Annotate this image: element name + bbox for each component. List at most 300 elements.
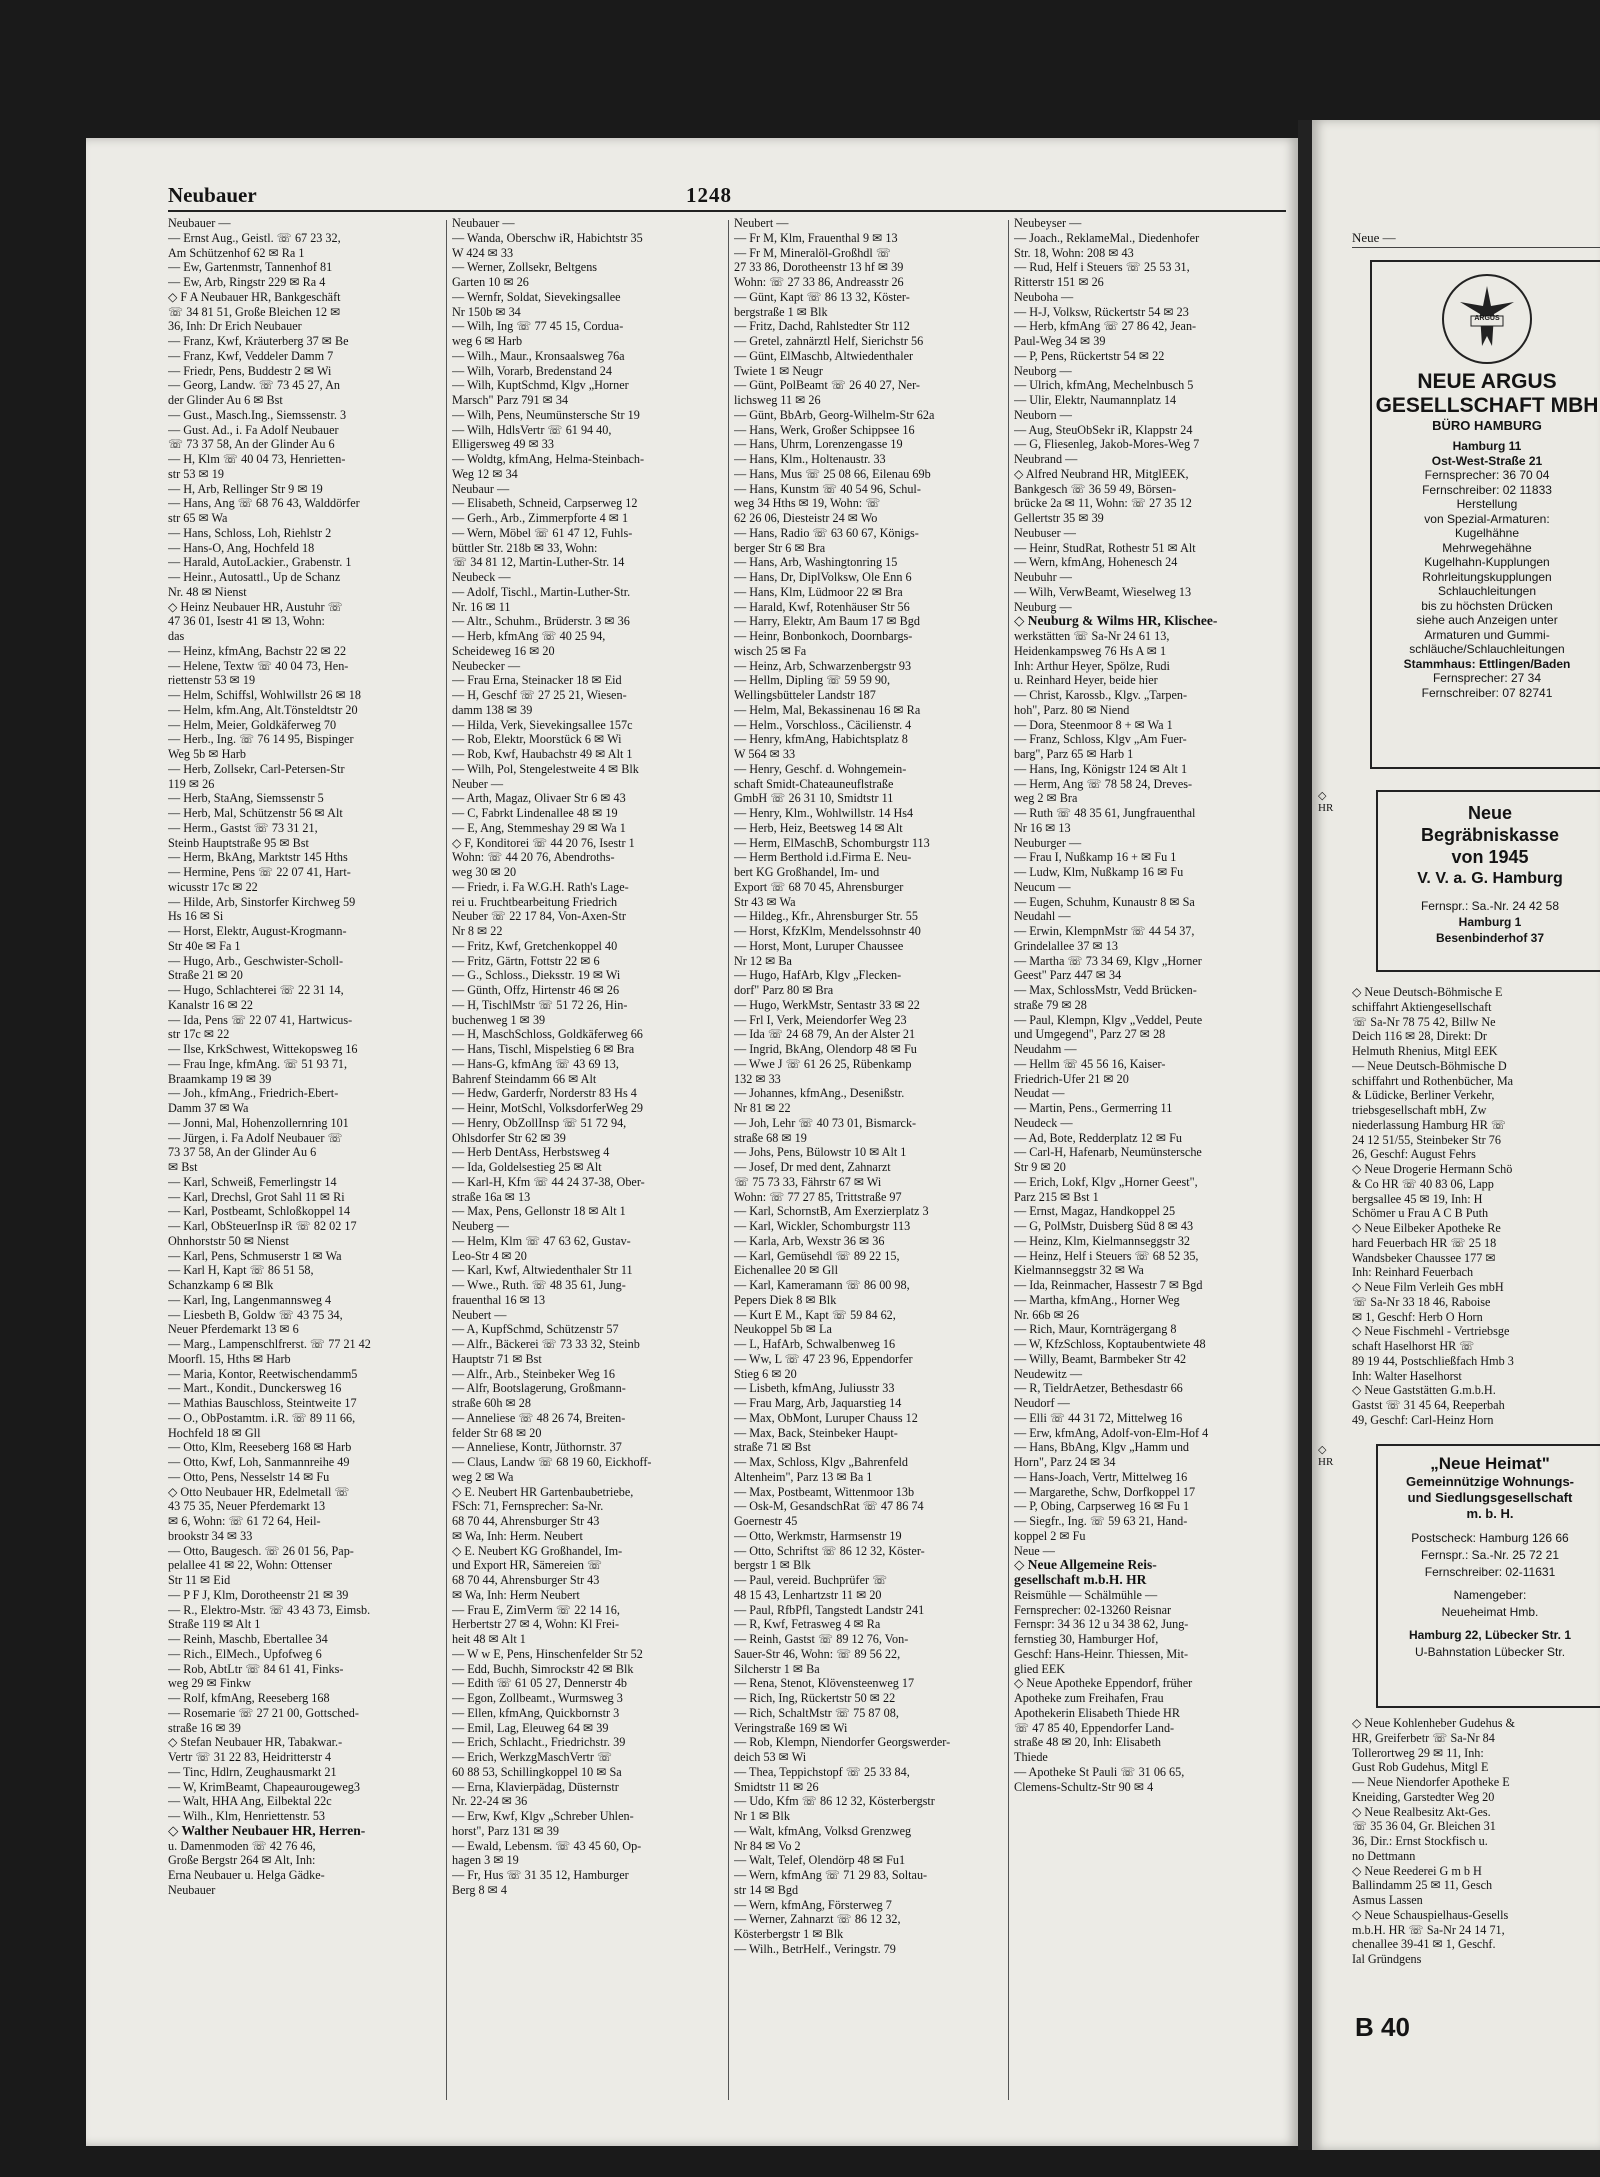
ad-hq-telex: Fernschreiber: 07 82741: [1421, 685, 1553, 700]
directory-entry-line: — Helm, kfm.Ang, Alt.Tönsteldtstr 20: [168, 702, 358, 717]
directory-entry-line: — Herm, ElMaschB, Schomburgstr 113: [734, 835, 930, 850]
directory-entry-line: — Frau Inge, kfmAng. ☏ 51 93 71,: [168, 1056, 348, 1071]
directory-entry-line: — Anneliese, Kontr, Jüthornstr. 37: [452, 1440, 622, 1455]
directory-entry-line: — Günth, Offz, Hirtenstr 46 ✉ 26: [452, 983, 620, 997]
directory-entry-line: weg 2 ✉ Wa: [452, 1469, 514, 1484]
directory-entry-line: — Fritz, Kwf, Gretchenkoppel 40: [452, 938, 618, 953]
directory-entry-line: Neuburg —: [1014, 599, 1072, 614]
directory-entry-line: — Wern, Möbel ☏ 61 47 12, Fuhls-: [452, 525, 633, 540]
ad-title: Neue: [1467, 803, 1512, 823]
ad-description-line: Herstellung: [1456, 497, 1518, 511]
directory-entry-line: — Edd, Buchh, Simrockstr 42 ✉ Blk: [452, 1661, 634, 1676]
directory-entry-line: Stieg 6 ✉ 20: [734, 1366, 797, 1381]
directory-entry-line: — Ludw, Klm, Nußkamp 16 ✉ Fu: [1014, 865, 1184, 879]
directory-entry-line: Geschf: Hans-Heinr. Thiessen, Mit-: [1014, 1646, 1189, 1661]
directory-entry-line: — Erw, Kwf, Klgv „Schreber Uhlen-: [452, 1809, 634, 1823]
directory-entry-line: ◇ Heinz Neubauer HR, Austuhr ☏: [168, 599, 343, 614]
directory-entry-line: — W, KrimBeamt, Chapeaurougeweg3: [168, 1779, 360, 1794]
ad-address: Hamburg 22, Lübecker Str. 1: [1408, 1628, 1572, 1642]
ad-title-4: V. V. a. G. Hamburg: [1417, 870, 1563, 887]
directory-entry-line: Tollerortweg 29 ✉ 11, Inh:: [1352, 1745, 1484, 1760]
directory-entry-line: — Ernst, Magaz, Handkoppel 25: [1014, 1204, 1176, 1219]
directory-entry-line: — Wwe., Ruth. ☏ 48 35 61, Jung-: [452, 1278, 626, 1292]
directory-entry-line: Elligersweg 49 ✉ 33: [452, 437, 554, 452]
directory-entry-line: wicusstr 17c ✉ 22: [168, 879, 258, 894]
directory-entry-line: — Rich, SchaltMstr ☏ 75 87 08,: [734, 1705, 899, 1720]
directory-entry-line: — Karl, ObSteuerInsp iR ☏ 82 02 17: [168, 1219, 357, 1233]
directory-entry-line: Gust Rob Gudehus, Mitgl E: [1352, 1760, 1489, 1775]
directory-entry-line: — Ulrich, kfmAng, Mechelnbusch 5: [1014, 378, 1194, 393]
directory-entry-line: Vertr ☏ 31 22 83, Heidritterstr 4: [168, 1750, 332, 1764]
directory-entry-line: Export ☏ 68 70 45, Ahrensburger: [734, 879, 904, 894]
directory-entry-line: — Karla, Arb, Wexstr 36 ✉ 36: [734, 1233, 885, 1248]
directory-entry-line: — Alfr., Bäckerei ☏ 73 33 32, Steinb: [452, 1337, 640, 1351]
directory-entry-line: — Wilh, Ing ☏ 77 45 15, Cordua-: [452, 319, 624, 334]
directory-entry-line: — Wilh., Maur., Kronsaalsweg 76a: [452, 348, 625, 363]
column-4: [1014, 216, 1284, 2116]
directory-entry-line: — Wern, kfmAng, Försterweg 7: [734, 1897, 892, 1912]
directory-entry-line: — Claus, Landw ☏ 68 19 60, Eickhoff-: [452, 1455, 652, 1469]
directory-entry-line: — Max, Postbeamt, Wittenmoor 13b: [734, 1484, 915, 1499]
directory-entry-line: — Helm, Meier, Goldkäferweg 70: [168, 717, 337, 732]
directory-entry-line: — Werner, Zollsekr, Beltgens: [452, 260, 598, 275]
right-page-header: Neue —: [1352, 230, 1396, 245]
directory-entry-line: Altenheim", Parz 13 ✉ Ba 1: [734, 1469, 873, 1484]
directory-entry-line: — Helm., Vorschloss., Cäcilienstr. 4: [734, 717, 912, 732]
directory-entry-line: — Rosemarie ☏ 27 21 00, Gottsched-: [168, 1705, 359, 1720]
directory-entry-line: — Günt, PolBeamt ☏ 26 40 27, Ner-: [734, 378, 920, 393]
directory-entry-line: barg", Parz 65 ✉ Harb 1: [1014, 747, 1134, 761]
directory-entry-line: — Karl H, Kapt ☏ 86 51 58,: [168, 1263, 314, 1278]
directory-entry-line: — Thea, Teppichstopf ☏ 25 33 84,: [734, 1764, 910, 1779]
directory-entry-line: Veringstraße 169 ✉ Wi: [734, 1720, 848, 1735]
hr-marker: ◇ HR: [1318, 1444, 1334, 1468]
directory-entry-line: W 564 ✉ 33: [734, 747, 796, 761]
directory-entry-line: — Henry, Klm., Wohlwillstr. 14 Hs4: [734, 806, 914, 820]
ad-description-line: von Spezial-Armaturen:: [1424, 511, 1550, 526]
directory-entry-line: — Alfr., Arb., Steinbeker Weg 16: [452, 1366, 615, 1381]
directory-entry-line: — H, Arb, Rellinger Str 9 ✉ 19: [168, 481, 323, 496]
directory-entry-line: — Rich, Ing, Rückertstr 50 ✉ 22: [734, 1691, 896, 1705]
directory-entry-line: bert KG Großhandel, Im- und: [734, 865, 880, 879]
directory-entry-line: 49, Geschf: Carl-Heinz Horn: [1352, 1412, 1494, 1427]
directory-entry-line: das: [168, 629, 185, 643]
directory-entry-line: — Max, Back, Steinbeker Haupt-: [734, 1425, 898, 1440]
directory-entry-line: m.b.H. HR ☏ Sa-Nr 24 14 71,: [1352, 1922, 1505, 1937]
directory-entry-line: Wohn: ☏ 77 27 85, Trittstraße 97: [734, 1189, 902, 1204]
directory-entry-line: Neubauer: [168, 1882, 216, 1897]
directory-entry-line: — G, PolMstr, Duisberg Süd 8 ✉ 43: [1014, 1219, 1194, 1233]
directory-entry-line: — Wilh., BetrHelf., Veringstr. 79: [734, 1941, 896, 1956]
directory-entry-line: Berg 8 ✉ 4: [452, 1882, 508, 1897]
directory-entry-line: — Gust. Ad., i. Fa Adolf Neubauer: [168, 422, 339, 437]
directory-entry-line: — Ida, Goldelsestieg 25 ✉ Alt: [452, 1160, 602, 1174]
directory-entry-line: koppel 2 ✉ Fu: [1014, 1528, 1086, 1543]
directory-entry-line: — Rud, Helf i Steuers ☏ 25 53 31,: [1014, 260, 1190, 275]
directory-entry-line: Asmus Lassen: [1352, 1893, 1423, 1907]
directory-entry-line: — Karl, Kwf, Altwiedenthaler Str 11: [452, 1263, 633, 1278]
directory-entry-line: — Günt, Kapt ☏ 86 13 32, Köster-: [734, 289, 910, 304]
directory-entry-line: Nr. 16 ✉ 11: [452, 599, 511, 614]
directory-entry-line: — W, KfzSchloss, Koptaubentwiete 48: [1014, 1337, 1206, 1351]
ad-telex: Fernschreiber: 02 11833: [1422, 482, 1552, 497]
directory-entry-line: — Hellm ☏ 45 56 16, Kaiser-: [1014, 1056, 1166, 1071]
directory-entry-line: Neudeck —: [1014, 1115, 1073, 1130]
directory-entry-line: — Otto, Schriftst ☏ 86 12 32, Köster-: [734, 1543, 925, 1558]
directory-entry-line: — H, TischlMstr ☏ 51 72 26, Hin-: [452, 997, 628, 1012]
directory-entry-line: wisch 25 ✉ Fa: [734, 643, 807, 658]
directory-entry-line: — Karl, SchornstB, Am Exerzierplatz 3: [734, 1204, 929, 1219]
directory-entry-line: ◇ Neue Fischmehl - Vertriebsge: [1352, 1324, 1510, 1339]
directory-entry-line: — Walt, kfmAng, Volksd Grenzweg: [734, 1823, 912, 1838]
directory-entry-line: Smidtstr 11 ✉ 26: [734, 1779, 819, 1794]
directory-entry-line: Silcherstr 1 ✉ Ba: [734, 1661, 820, 1676]
directory-entry-line: und Umgegend", Parz 27 ✉ 28: [1014, 1027, 1166, 1042]
ad-city: Hamburg 1: [1458, 915, 1522, 929]
directory-entry-line: — Jonni, Mal, Hohenzollernring 101: [168, 1115, 349, 1130]
directory-entry-line: — Hans-Joach, Vertr, Mittelweg 16: [1014, 1469, 1188, 1484]
directory-entry-line: ◇ Neue Allgemeine Reis-: [1014, 1558, 1157, 1573]
directory-entry-line: ◇ Stefan Neubauer HR, Tabakwar.-: [168, 1735, 343, 1750]
directory-entry-line: — Hans, Werk, Großer Schippsee 16: [734, 422, 915, 437]
directory-entry-line: — Anneliese ☏ 48 26 74, Breiten-: [452, 1410, 626, 1425]
directory-entry-line: buchenweg 1 ✉ 39: [452, 1012, 546, 1027]
directory-entry-line: — Herb, StaAng, Siemssenstr 5: [168, 791, 324, 806]
directory-entry-line: — Rich., ElMech., Upfofweg 6: [168, 1646, 322, 1661]
directory-entry-line: — Karl, Ing, Langenmannsweg 4: [168, 1292, 332, 1307]
directory-entry-line: — Erw, kfmAng, Adolf-von-Elm-Hof 4: [1014, 1425, 1209, 1440]
directory-entry-line: GmbH ☏ 26 31 10, Smidtstr 11: [734, 791, 894, 806]
directory-entry-line: 132 ✉ 33: [734, 1071, 781, 1086]
directory-entry-line: — Paul, RfbPfl, Tangstedt Landstr 241: [734, 1602, 925, 1617]
directory-entry-line: — P, Obing, Carpserweg 16 ✉ Fu 1: [1014, 1499, 1190, 1514]
directory-entry-line: ☏ 75 73 33, Fährstr 67 ✉ Wi: [734, 1174, 882, 1189]
directory-entry-line: Straße 21 ✉ 20: [168, 968, 243, 983]
directory-entry-line: — Wilh, Pol, Stengelestweite 4 ✉ Blk: [452, 761, 639, 776]
column-3: [734, 216, 1004, 2116]
directory-entry-line: Gellertstr 35 ✉ 39: [1014, 511, 1104, 525]
directory-entry-line: — Josef, Dr med dent, Zahnarzt: [734, 1160, 891, 1174]
directory-entry-line: W 424 ✉ 33: [452, 245, 514, 260]
directory-entry-line: — Ad, Bote, Redderplatz 12 ✉ Fu: [1014, 1130, 1182, 1145]
directory-entry-line: Neuborn —: [1014, 407, 1072, 422]
directory-entry-line: Grindelallee 37 ✉ 13: [1014, 938, 1118, 953]
directory-entry-line: — Alfr, Bootslagerung, Großmann-: [452, 1381, 626, 1396]
directory-entry-line: Neudahm —: [1014, 1042, 1077, 1056]
directory-entry-line: 119 ✉ 26: [168, 776, 215, 791]
directory-entry-line: — Fr M, Mineralöl-Großhdl ☏: [734, 245, 892, 260]
directory-entry-line: ◇ Neue Apotheke Eppendorf, früher: [1014, 1676, 1193, 1691]
directory-entry-line: — Ulir, Elektr, Naumannplatz 14: [1014, 393, 1177, 407]
directory-entry-line: — Ernst Aug., Geistl. ☏ 67 23 32,: [168, 230, 341, 245]
directory-entry-line: Neubauer —: [168, 216, 231, 230]
ad-phone: Fernsprecher: 36 70 04: [1424, 468, 1550, 482]
directory-entry-line: — Otto, Klm, Reeseberg 168 ✉ Harb: [168, 1440, 352, 1455]
directory-entry-line: ◇ Neue Realbesitz Akt-Ges.: [1352, 1804, 1491, 1819]
directory-entry-line: Inh: Walter Haselhorst: [1352, 1368, 1462, 1383]
ad-namegeber: Namengeber:: [1453, 1588, 1527, 1602]
directory-entry-line: straße 60h ✉ 28: [452, 1396, 531, 1410]
directory-entry-line: — Arth, Magaz, Olivaer Str 6 ✉ 43: [452, 791, 626, 806]
directory-entry-line: Schanzkamp 6 ✉ Blk: [168, 1278, 274, 1292]
directory-entry-line: Schömer u Frau A C B Puth: [1352, 1206, 1489, 1221]
ad-description-line: Kugelhahn-Kupplungen: [1424, 555, 1550, 569]
directory-entry-line: — Frau Erna, Steinacker 18 ✉ Eid: [452, 673, 622, 688]
directory-entry-line: Nr 150b ✉ 34: [452, 304, 521, 319]
directory-entry-line: ✉ Wa, Inh: Herm. Neubert: [452, 1528, 583, 1543]
directory-entry-line: — Wernfr, Soldat, Sievekingsallee: [452, 289, 621, 304]
directory-entry-line: Große Bergstr 264 ✉ Alt, Inh:: [168, 1853, 316, 1868]
directory-entry-line: weg 29 ✉ Finkw: [168, 1676, 251, 1691]
directory-entry-line: — Hans, Tischl, Mispelstieg 6 ✉ Bra: [452, 1042, 635, 1056]
directory-entry-line: Kösterbergstr 1 ✉ Blk: [734, 1927, 844, 1941]
directory-entry-line: — Emil, Lag, Eleuweg 64 ✉ 39: [452, 1720, 609, 1735]
directory-entry-line: bergstr 1 ✉ Blk: [734, 1558, 811, 1573]
directory-entry-line: — A, KupfSchmd, Schützenstr 57: [452, 1322, 619, 1337]
directory-entry-line: — Herb, kfmAng ☏ 40 25 94,: [452, 629, 606, 643]
directory-entry-line: Ritterstr 151 ✉ 26: [1014, 275, 1104, 289]
directory-entry-line: — G., Schloss., Dieksstr. 19 ✉ Wi: [452, 968, 621, 983]
directory-entry-line: — Rich, Maur, Kornträgergang 8: [1014, 1322, 1177, 1337]
directory-entry-line: 60 88 53, Schillingkoppel 10 ✉ Sa: [452, 1764, 622, 1779]
directory-entry-line: 68 70 44, Ahrensburger Str 43: [452, 1514, 600, 1528]
directory-entry-line: 89 19 44, Postschließfach Hmb 3: [1352, 1353, 1514, 1368]
directory-columns: [168, 216, 1286, 2116]
directory-entry-line: — Henry, ObZollInsp ☏ 51 72 94,: [452, 1115, 627, 1130]
directory-entry-line: — Maria, Kontor, Reetwischendamm5: [168, 1366, 358, 1381]
directory-entry-line: — Egon, Zollbeamt., Wurmsweg 3: [452, 1691, 623, 1705]
directory-entry-line: — R, TieldrAetzer, Bethesdastr 66: [1014, 1381, 1183, 1396]
directory-entry-line: u. Damenmoden ☏ 42 76 46,: [168, 1838, 316, 1853]
directory-entry-line: ◇ E. Neubert HR Gartenbaubetriebe,: [452, 1484, 634, 1499]
argus-logo-text: ARGUS: [1474, 315, 1500, 322]
directory-entry-line: der Glinder Au 6 ✉ Bst: [168, 393, 283, 407]
ad-description-line: Schlauchleitungen: [1437, 584, 1537, 598]
directory-entry-line: Nr 1 ✉ Blk: [734, 1809, 790, 1823]
directory-entry-line: Marsch" Parz 791 ✉ 34: [452, 393, 569, 407]
directory-entry-line: str 65 ✉ Wa: [168, 511, 228, 525]
directory-entry-line: Inh: Arthur Heyer, Spölze, Rudi: [1014, 658, 1170, 673]
directory-entry-line: — Joh., kfmAng., Friedrich-Ebert-: [168, 1086, 339, 1101]
directory-entry-line: — Hans, Arb, Washingtonring 15: [734, 555, 898, 570]
directory-entry-line: Neudorf —: [1014, 1396, 1070, 1410]
directory-entry-line: — Johs, Pens, Bülowstr 10 ✉ Alt 1: [734, 1145, 907, 1160]
directory-entry-line: — Max, ObMont, Luruper Chauss 12: [734, 1410, 918, 1425]
ad-address-2: Ost-West-Straße 21: [1431, 453, 1543, 468]
column-2: [452, 216, 722, 2116]
page-gutter: [1298, 120, 1312, 2150]
directory-entry-line: — Edith ☏ 61 05 27, Dennerstr 4b: [452, 1676, 628, 1691]
directory-entry-line: — Wilh, Pens, Neumünstersche Str 19: [452, 407, 640, 422]
directory-entry-line: Pepers Diek 8 ✉ Blk: [734, 1292, 837, 1307]
directory-entry-line: Neubauer —: [452, 216, 515, 230]
directory-entry-line: — Hugo, Schlachterei ☏ 22 31 14,: [168, 983, 344, 997]
directory-entry-line: straße 16a ✉ 13: [452, 1189, 531, 1204]
directory-entry-line: Kanalstr 16 ✉ 22: [168, 997, 254, 1012]
directory-entry-line: Kneiding, Garstedter Weg 20: [1352, 1789, 1495, 1804]
ad-hq-phone: Fernsprecher: 27 34: [1432, 671, 1542, 685]
directory-entry-line: weg 2 ✉ Bra: [1014, 791, 1078, 806]
directory-entry-line: bergstraße 1 ✉ Blk: [734, 304, 828, 319]
directory-entry-line: — Martha ☏ 73 34 69, Klgv „Horner: [1014, 953, 1202, 968]
footer-mark: B 40: [1355, 2012, 1410, 2042]
directory-entry-line: Braamkamp 19 ✉ 39: [168, 1071, 272, 1086]
directory-entry-line: — Reinh, Gastst ☏ 89 12 76, Von-: [734, 1632, 909, 1646]
directory-entry-line: — Hans, Schloss, Loh, Riehlstr 2: [168, 525, 332, 540]
directory-entry-line: — Helm, Mal, Bekassinenau 16 ✉ Ra: [734, 702, 921, 717]
directory-entry-line: — Hilda, Verk, Sievekingsallee 157c: [452, 717, 633, 732]
column-divider: [1008, 220, 1009, 2100]
directory-entry-line: — Ewald, Lebensm. ☏ 43 45 60, Op-: [452, 1838, 642, 1853]
directory-entry-line: ☏ 47 85 40, Eppendorfer Land-: [1014, 1720, 1175, 1735]
directory-entry-line: — Heinz, kfmAng, Bachstr 22 ✉ 22: [168, 643, 347, 658]
directory-entry-line: Ohnhorststr 50 ✉ Nienst: [168, 1233, 289, 1248]
directory-entry-line: ◇ Alfred Neubrand HR, MitglEEK,: [1014, 466, 1189, 481]
page-number: 1248: [686, 183, 732, 207]
directory-entry-line: — Günt, BbArb, Georg-Wilhelm-Str 62a: [734, 407, 935, 422]
directory-entry-line: triebsgesellschaft mbH, Zw: [1352, 1103, 1487, 1117]
directory-entry-line: Neubert —: [452, 1307, 507, 1322]
directory-entry-line: Paul-Weg 34 ✉ 39: [1014, 334, 1106, 348]
directory-entry-line: ◇ Neue Eilbeker Apotheke Re: [1352, 1221, 1501, 1235]
directory-entry-line: Hochfeld 18 ✉ Gll: [168, 1425, 261, 1440]
directory-entry-line: ☏ 73 37 58, An der Glinder Au 6: [168, 437, 335, 452]
directory-entry-line: 24 12 51/55, Steinbeker Str 76: [1352, 1132, 1501, 1147]
directory-entry-line: — Margarethe, Schw, Dorfkoppel 17: [1014, 1484, 1196, 1499]
directory-entry-line: — Herm, BkAng, Marktstr 145 Hths: [168, 850, 348, 865]
directory-entry-line: — H, Klm ☏ 40 04 73, Henrietten-: [168, 452, 346, 466]
directory-entry-line: — Herb., Ing. ☏ 76 14 95, Bispinger: [168, 732, 354, 747]
directory-entry-line: — Frau E, ZimVerm ☏ 22 14 16,: [452, 1602, 620, 1617]
directory-entry-line: — Jürgen, i. Fa Adolf Neubauer ☏: [168, 1130, 343, 1145]
directory-entry-line: ◇ F, Konditorei ☏ 44 20 76, Isestr 1: [452, 835, 635, 850]
directory-entry-line: — Hans, BbAng, Klgv „Hamm und: [1014, 1440, 1190, 1455]
directory-entry-line: fernstieg 30, Hamburger Hof,: [1014, 1632, 1159, 1646]
directory-entry-line: Friedrich-Ufer 21 ✉ 20: [1014, 1071, 1129, 1086]
directory-entry-line: ✉ 1, Geschf: Herb O Horn: [1352, 1309, 1483, 1324]
directory-entry-line: 48 15 43, Lenhartzstr 11 ✉ 20: [734, 1587, 882, 1602]
directory-entry-line: Ial Gründgens: [1352, 1952, 1422, 1966]
directory-entry-line: Clemens-Schultz-Str 90 ✉ 4: [1014, 1779, 1154, 1794]
directory-entry-line: — Horst, Mont, Luruper Chaussee: [734, 938, 904, 953]
directory-entry-line: Neucum —: [1014, 879, 1071, 894]
directory-entry-line: Neue —: [1014, 1543, 1055, 1558]
directory-entry-line: — Ellen, kfmAng, Quickbornstr 3: [452, 1705, 620, 1720]
directory-entry-line: Fernspr: 34 36 12 u 34 38 62, Jung-: [1014, 1617, 1189, 1632]
directory-entry-line: Nr 16 ✉ 13: [1014, 820, 1071, 835]
directory-entry-line: — Ida ☏ 24 68 79, An der Alster 21: [734, 1027, 916, 1042]
directory-entry-line: — Herb, Mal, Schützenstr 56 ✉ Alt: [168, 806, 343, 820]
directory-entry-line: — Ew, Arb, Ringstr 229 ✉ Ra 4: [168, 275, 326, 289]
ad-subtitle-3: m. b. H.: [1466, 1506, 1514, 1521]
directory-entry-line: — Johannes, kfmAng., Desenißstr.: [734, 1086, 905, 1101]
ad-neue-argus: [1370, 260, 1600, 769]
directory-entry-line: — Franz, Schloss, Klgv „Am Fuer-: [1014, 732, 1187, 747]
directory-entry-line: — Erwin, KlempnMstr ☏ 44 54 37,: [1014, 924, 1195, 938]
directory-entry-line: — Wilh, Vorarb, Bredenstand 24: [452, 363, 612, 378]
directory-entry-line: Garten 10 ✉ 26: [452, 275, 529, 289]
directory-entry-line: — G, Fliesenleg, Jakob-Mores-Weg 7: [1014, 437, 1200, 452]
directory-entry-line: bergsallee 45 ✉ 19, Inh: H: [1352, 1191, 1483, 1206]
directory-entry-line: brücke 2a ✉ 11, Wohn: ☏ 27 35 12: [1014, 496, 1192, 511]
ad-hq: Stammhaus: Ettlingen/Baden: [1403, 656, 1571, 671]
ad-phone: Fernspr.: Sa.-Nr. 24 42 58: [1420, 899, 1560, 913]
directory-entry-line: — Hugo, Arb., Geschwister-Scholl-: [168, 953, 344, 968]
directory-entry-line: — Hellm, Dipling ☏ 59 59 90,: [734, 673, 891, 688]
directory-entry-line: ◇ Neue Reederei G m b H: [1352, 1863, 1482, 1878]
directory-entry-line: Weg 5b ✉ Harb: [168, 747, 246, 761]
directory-entry-line: — P, Pens, Rückertstr 54 ✉ 22: [1014, 348, 1165, 363]
ad-description-line: siehe auch Anzeigen unter: [1416, 613, 1558, 627]
directory-entry-line: — Heinr, MotSchl, VolksdorferWeg 29: [452, 1101, 644, 1115]
directory-entry-line: Hauptstr 71 ✉ Bst: [452, 1351, 542, 1366]
directory-entry-line: — Franz, Kwf, Kräuterberg 37 ✉ Be: [168, 334, 349, 348]
directory-entry-line: Wohn: ☏ 44 20 76, Abendroths-: [452, 850, 615, 865]
directory-entry-line: — Fritz, Dachd, Rahlstedter Str 112: [734, 319, 910, 334]
directory-entry-line: — Horst, KfzKlm, Mendelssohnstr 40: [734, 924, 921, 938]
directory-entry-line: ◇ Neue Drogerie Hermann Schö: [1352, 1162, 1513, 1176]
right-list-1: [1352, 985, 1600, 1435]
directory-entry-line: Moorfl. 15, Hths ✉ Harb: [168, 1351, 291, 1366]
directory-entry-line: — Hans, Uhrm, Lorenzengasse 19: [734, 437, 903, 452]
directory-entry-line: ☏ Sa-Nr 33 18 46, Raboise: [1352, 1294, 1491, 1309]
directory-entry-line: Nr 81 ✉ 22: [734, 1101, 791, 1115]
directory-entry-line: — Ida, Reinmacher, Hassestr 7 ✉ Bgd: [1014, 1278, 1203, 1292]
directory-entry-line: Str 43 ✉ Wa: [734, 894, 796, 909]
right-list-2: [1352, 1716, 1600, 1996]
directory-entry-line: Str 11 ✉ Eid: [168, 1573, 231, 1587]
directory-entry-line: — Harald, Kwf, Rotenhäuser Str 56: [734, 599, 910, 614]
directory-entry-line: straße 79 ✉ 28: [1014, 997, 1087, 1012]
ad-neue-heimat: [1376, 1444, 1600, 1708]
directory-entry-line: Inh: Reinhard Feuerbach: [1352, 1265, 1474, 1280]
directory-entry-line: schaft Haselhorst HR ☏: [1352, 1339, 1475, 1353]
page-header: [168, 180, 1286, 212]
directory-entry-line: hoh", Parz. 80 ✉ Niend: [1014, 702, 1130, 717]
directory-entry-line: — Paul, vereid. Buchprüfer ☏: [734, 1573, 888, 1587]
directory-entry-line: — Siegfr., Ing. ☏ 59 63 21, Hand-: [1014, 1514, 1188, 1528]
directory-entry-line: — Herb, Heiz, Beetsweg 14 ✉ Alt: [734, 820, 903, 835]
directory-entry-line: — Kurt E M., Kapt ☏ 59 84 62,: [734, 1307, 896, 1322]
directory-entry-line: no Dettmann: [1352, 1848, 1416, 1863]
directory-entry-line: Wellingsbütteler Landstr 187: [734, 688, 876, 702]
directory-entry-line: 27 33 86, Dorotheenstr 13 hf ✉ 39: [734, 260, 904, 275]
directory-entry-line: Sauer-Str 46, Wohn: ☏ 89 56 22,: [734, 1646, 901, 1661]
directory-entry-line: heit 48 ✉ Alt 1: [452, 1632, 526, 1646]
directory-entry-line: — Gerh., Arb., Zimmerpforte 4 ✉ 1: [452, 511, 629, 525]
directory-entry-line: 68 70 44, Ahrensburger Str 43: [452, 1573, 600, 1587]
directory-entry-line: — Mathias Bauschloss, Steintweite 17: [168, 1396, 357, 1410]
column-divider: [446, 220, 447, 2100]
directory-entry-line: — Ruth ☏ 48 35 61, Jungfrauenthal: [1014, 806, 1196, 820]
directory-entry-line: — Otto, Kwf, Loh, Sanmannreihe 49: [168, 1455, 350, 1469]
directory-entry-line: — Erna, Klavierpädag, Düsternstr: [452, 1779, 619, 1794]
directory-entry-line: Neuer Pferdemarkt 13 ✉ 6: [168, 1322, 299, 1337]
directory-entry-line: — Liesbeth B, Goldw ☏ 43 75 34,: [168, 1307, 343, 1322]
directory-entry-line: weg 6 ✉ Harb: [452, 334, 523, 348]
directory-entry-line: — Heinr., Autosattl., Up de Schanz: [168, 570, 341, 584]
directory-entry-line: Wandsbeker Chaussee 177 ✉: [1352, 1250, 1496, 1265]
directory-entry-line: — Hans, Ing, Königstr 124 ✉ Alt 1: [1014, 761, 1188, 776]
directory-entry-line: weg 34 Hths ✉ 19, Wohn: ☏: [734, 496, 881, 511]
directory-entry-line: hard Feuerbach HR ☏ 25 18: [1352, 1235, 1497, 1250]
directory-entry-line: Nr. 48 ✉ Nienst: [168, 584, 247, 599]
directory-entry-line: schiffahrt Aktiengesellschaft: [1352, 999, 1492, 1014]
directory-entry-line: Neuber ☏ 22 17 84, Von-Axen-Str: [452, 909, 626, 924]
directory-entry-line: — Rob, Klempn, Niendorfer Georgswerder-: [734, 1735, 951, 1750]
directory-entry-line: — L, HafArb, Schwalbenweg 16: [734, 1337, 896, 1351]
directory-entry-line: Weg 12 ✉ 34: [452, 466, 518, 481]
